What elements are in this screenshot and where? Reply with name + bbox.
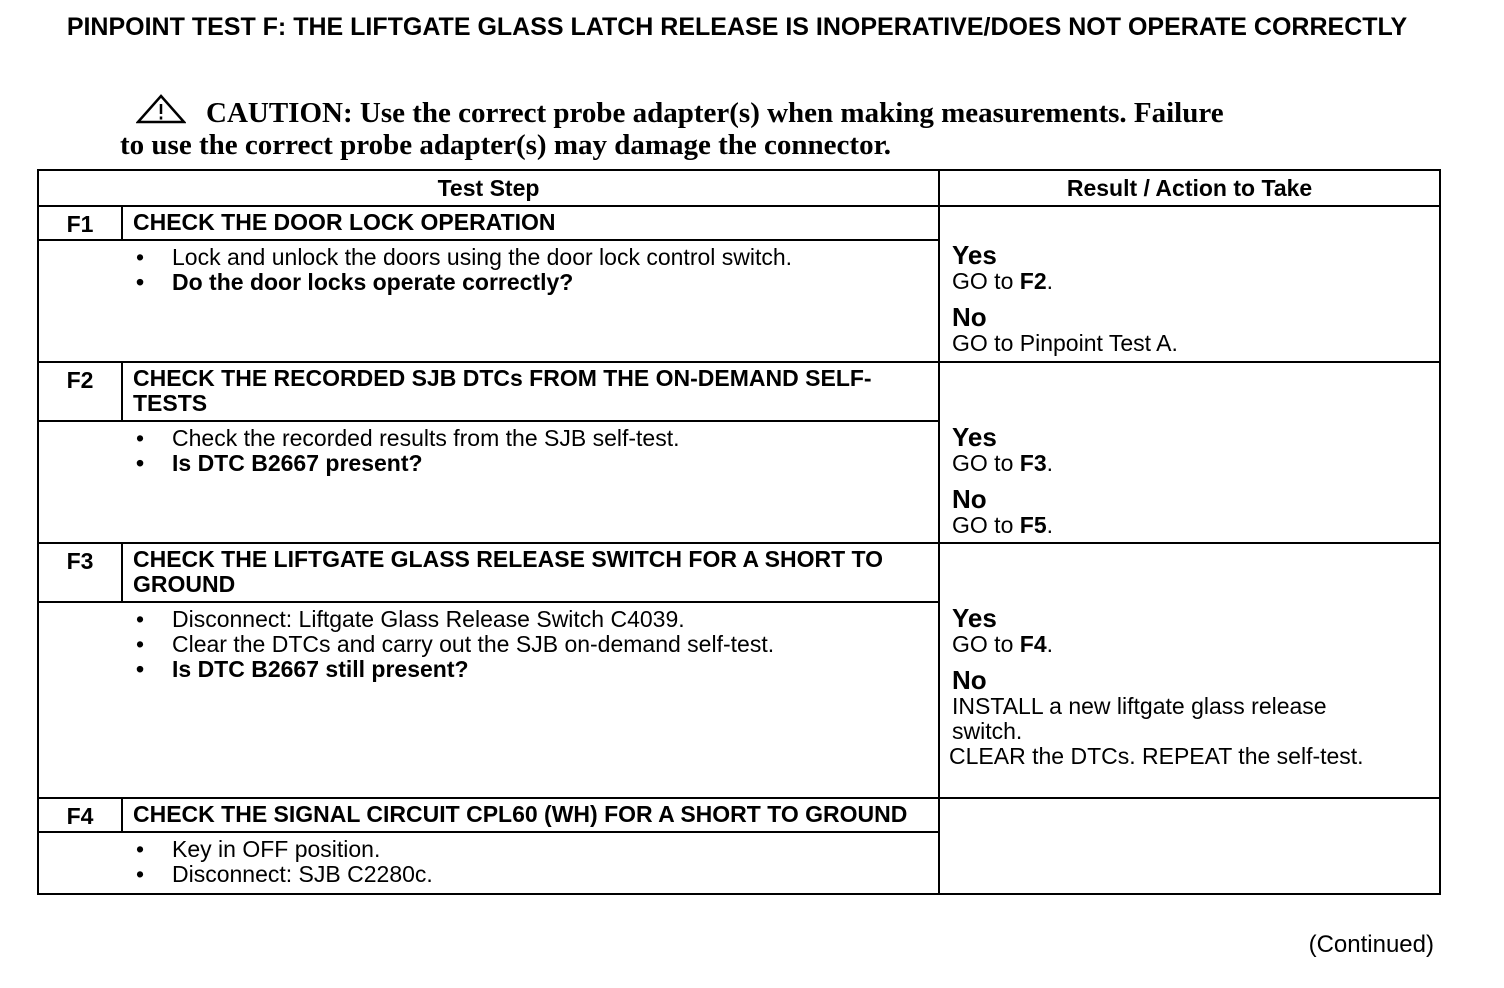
step-instructions [38, 240, 939, 362]
step-result [939, 798, 1440, 894]
step-id: F3 [38, 543, 122, 602]
result-yes-action: GO to F2. [952, 268, 1053, 294]
result-no-label: No [952, 484, 987, 514]
list-item: • Disconnect: SJB C2280c. [136, 861, 433, 887]
step-f4-heading-row [38, 798, 1440, 832]
step-instructions [38, 602, 939, 798]
list-item: • Disconnect: Liftgate Glass Release Switch C4039. [136, 606, 685, 632]
list-item: • Is DTC B2667 still present? [136, 656, 469, 682]
result-yes-label: Yes [952, 422, 997, 452]
step-instructions [38, 421, 939, 543]
step-heading: CHECK THE DOOR LOCK OPERATION [122, 206, 939, 240]
step-result [939, 206, 1440, 362]
list-item: • Is DTC B2667 present? [136, 450, 423, 476]
result-yes-action: GO to F3. [952, 450, 1053, 476]
column-header-result: Result / Action to Take [939, 170, 1440, 206]
list-item: • Key in OFF position. [136, 836, 381, 862]
step-f2-heading-row [38, 362, 1440, 421]
step-heading: CHECK THE RECORDED SJB DTCs FROM THE ON-DEMAND SELF-TESTS [122, 362, 939, 421]
page-title: PINPOINT TEST F: THE LIFTGATE GLASS LATCH RELEASE IS INOPERATIVE/DOES NOT OPERATE CORRECTLY [66, 13, 1408, 41]
result-no-action: GO to Pinpoint Test A. [952, 330, 1178, 356]
list-item: • Clear the DTCs and carry out the SJB on-demand self-test. [136, 631, 775, 657]
result-no-action: INSTALL a new liftgate glass release switch. [952, 693, 1327, 744]
list-item: • Lock and unlock the doors using the door lock control switch. [136, 244, 793, 270]
result-no-label: No [952, 665, 987, 695]
step-result [939, 543, 1440, 798]
result-no-action: GO to F5. [952, 512, 1053, 538]
warning-triangle-icon [136, 94, 186, 124]
caution-line-1: Use the correct probe adapter(s) when making measurements. Failure [359, 97, 1224, 129]
caution-label: CAUTION: [206, 97, 353, 129]
caution-note [120, 94, 1320, 161]
continued-note: (Continued) [1308, 931, 1434, 958]
step-heading: CHECK THE SIGNAL CIRCUIT CPL60 (WH) FOR A SHORT TO GROUND [122, 798, 939, 832]
step-result [939, 362, 1440, 543]
pinpoint-test-table [37, 169, 1441, 895]
step-f3-heading-row [38, 543, 1440, 602]
table-header-row [38, 170, 1440, 206]
step-instructions [38, 832, 939, 894]
step-heading: CHECK THE LIFTGATE GLASS RELEASE SWITCH FOR A SHORT TO GROUND [122, 543, 939, 602]
result-yes-label: Yes [952, 603, 997, 633]
result-no-action-2: CLEAR the DTCs. REPEAT the self-test. [949, 743, 1364, 769]
result-no-label: No [952, 302, 987, 332]
step-id: F4 [38, 798, 122, 832]
step-id: F1 [38, 206, 122, 240]
caution-line-2: to use the correct probe adapter(s) may damage the connector. [120, 129, 892, 161]
step-f1-heading-row [38, 206, 1440, 240]
column-header-test-step: Test Step [38, 170, 939, 206]
result-yes-label: Yes [952, 240, 997, 270]
list-item: • Check the recorded results from the SJB self-test. [136, 425, 680, 451]
step-id: F2 [38, 362, 122, 421]
list-item: • Do the door locks operate correctly? [136, 269, 574, 295]
result-yes-action: GO to F4. [952, 631, 1053, 657]
